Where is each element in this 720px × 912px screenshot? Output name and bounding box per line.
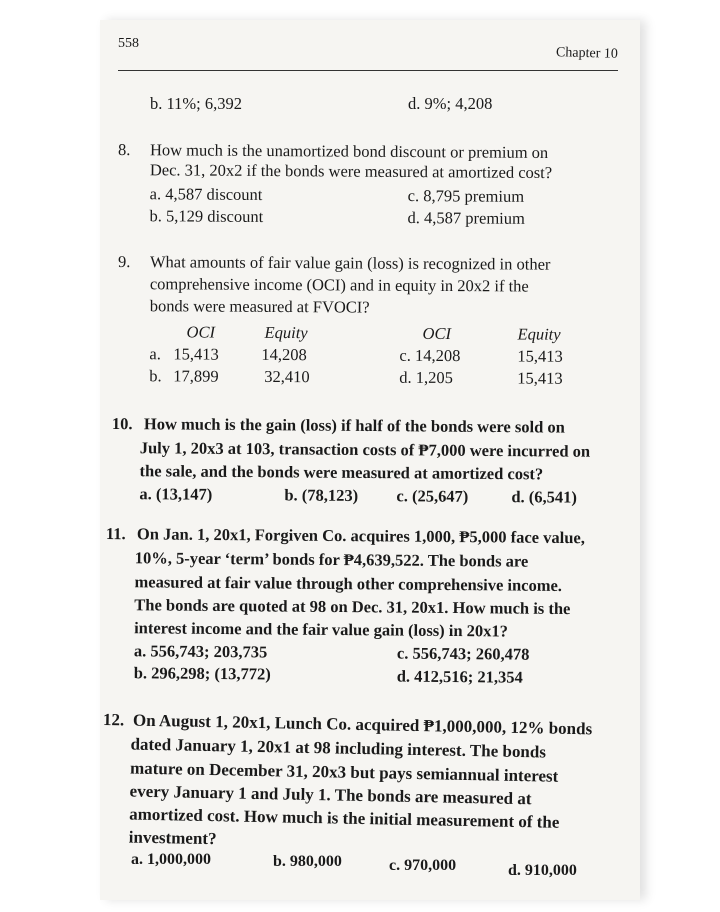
question-text-line: mature on December 31, 20x3 but pays semiannual interest <box>129 758 559 786</box>
page-number: 558 <box>118 36 139 51</box>
choice-d: d. (6,541) <box>511 487 578 507</box>
choice-b: b. (78,123) <box>284 485 359 505</box>
choice-a: a. (13,147) <box>139 484 213 504</box>
choice-c-equity: 15,413 <box>517 346 563 366</box>
question-text-line: amortized cost. How much is the initial measurement of the <box>129 804 560 832</box>
question-text-line: The bonds are quoted at 98 on Dec. 31, 20x1. How much is the <box>134 595 571 619</box>
choice-b: b. 5,129 discount <box>149 206 264 227</box>
question-text-line: comprehensive income (OCI) and in equity in 20x2 if the <box>149 274 529 296</box>
choice-d-equity: 15,413 <box>517 368 563 388</box>
choice-b: b. 296,298; (13,772) <box>133 663 271 684</box>
choice-b: b. 980,000 <box>273 853 342 870</box>
choice-a: a. 1,000,000 <box>131 851 211 868</box>
column-header-oci: OCI <box>422 323 452 344</box>
choice-c-oci: c. 14,208 <box>399 345 461 366</box>
choice-a: a. 556,743; 203,735 <box>133 641 268 662</box>
question-text-line: interest income and the fair value gain (loss) in 20x1? <box>134 618 509 641</box>
question-number: 10. <box>111 414 133 434</box>
question-number: 8. <box>117 140 131 160</box>
choice-d-oci: d. 1,205 <box>399 367 453 388</box>
question-text-line: What amounts of fair value gain (loss) is recognized in other <box>149 252 551 274</box>
question-text-line: On Jan. 1, 20x1, Forgiven Co. acquires 1,000, ₱5,000 face value, <box>136 524 585 548</box>
question-text-line: How much is the gain (loss) if half of the bonds were sold on <box>143 414 565 437</box>
question-text-line: measured at fair value through other comprehensive income. <box>134 572 563 595</box>
choice-a-oci: 15,413 <box>173 344 219 364</box>
question-text-line: 10%, 5-year ‘term’ bonds for ₱4,639,522. The bonds are <box>134 548 529 571</box>
chapter-label: Chapter 10 <box>555 45 619 62</box>
choice-a: a. 4,587 discount <box>149 184 263 205</box>
choice-b-oci: 17,899 <box>173 366 219 386</box>
choice-c: c. 970,000 <box>389 857 457 874</box>
question-number: 9. <box>117 252 131 272</box>
choice-a-equity: 14,208 <box>261 344 307 365</box>
choice-d: d. 412,516; 21,354 <box>396 666 523 687</box>
choice-c: c. (25,647) <box>396 486 469 506</box>
choice-c: c. 8,795 premium <box>407 186 525 206</box>
column-header-oci: OCI <box>186 322 216 342</box>
choice-d: d. 4,587 premium <box>407 208 525 228</box>
question-text-line: investment? <box>128 827 217 849</box>
question-number: 11. <box>105 524 126 544</box>
choice-d: d. 9%; 4,208 <box>408 94 493 113</box>
choice-d: d. 910,000 <box>508 862 577 879</box>
choice-b-equity: 32,410 <box>264 366 310 387</box>
question-text-line: How much is the unamortized bond discount or premium on <box>149 140 549 163</box>
column-header-equity: Equity <box>517 324 561 344</box>
column-header-equity: Equity <box>264 322 308 343</box>
question-text-line: every January 1 and July 1. The bonds are measured at <box>129 781 532 809</box>
question-text-line: Dec. 31, 20x2 if the bonds were measured at amortized cost? <box>149 160 553 183</box>
choice-a-label: a. <box>149 344 161 364</box>
question-text-line: On August 1, 20x1, Lunch Co. acquired ₱1,000,000, 12% bonds <box>132 710 593 739</box>
choice-c: c. 556,743; 260,478 <box>396 643 530 664</box>
question-text-line: dated January 1, 20x1 at 98 including interest. The bonds <box>130 734 547 762</box>
question-number: 12. <box>102 710 125 730</box>
choice-b-label: b. <box>149 366 162 386</box>
question-text-line: bonds were measured at FVOCI? <box>149 296 370 317</box>
question-text-line: July 1, 20x3 at 103, transaction costs of ₱7,000 were incurred on <box>139 438 591 461</box>
choice-b: b. 11%; 6,392 <box>150 94 242 113</box>
page-header <box>118 36 618 71</box>
question-text-line: the sale, and the bonds were measured at amortized cost? <box>139 461 544 484</box>
